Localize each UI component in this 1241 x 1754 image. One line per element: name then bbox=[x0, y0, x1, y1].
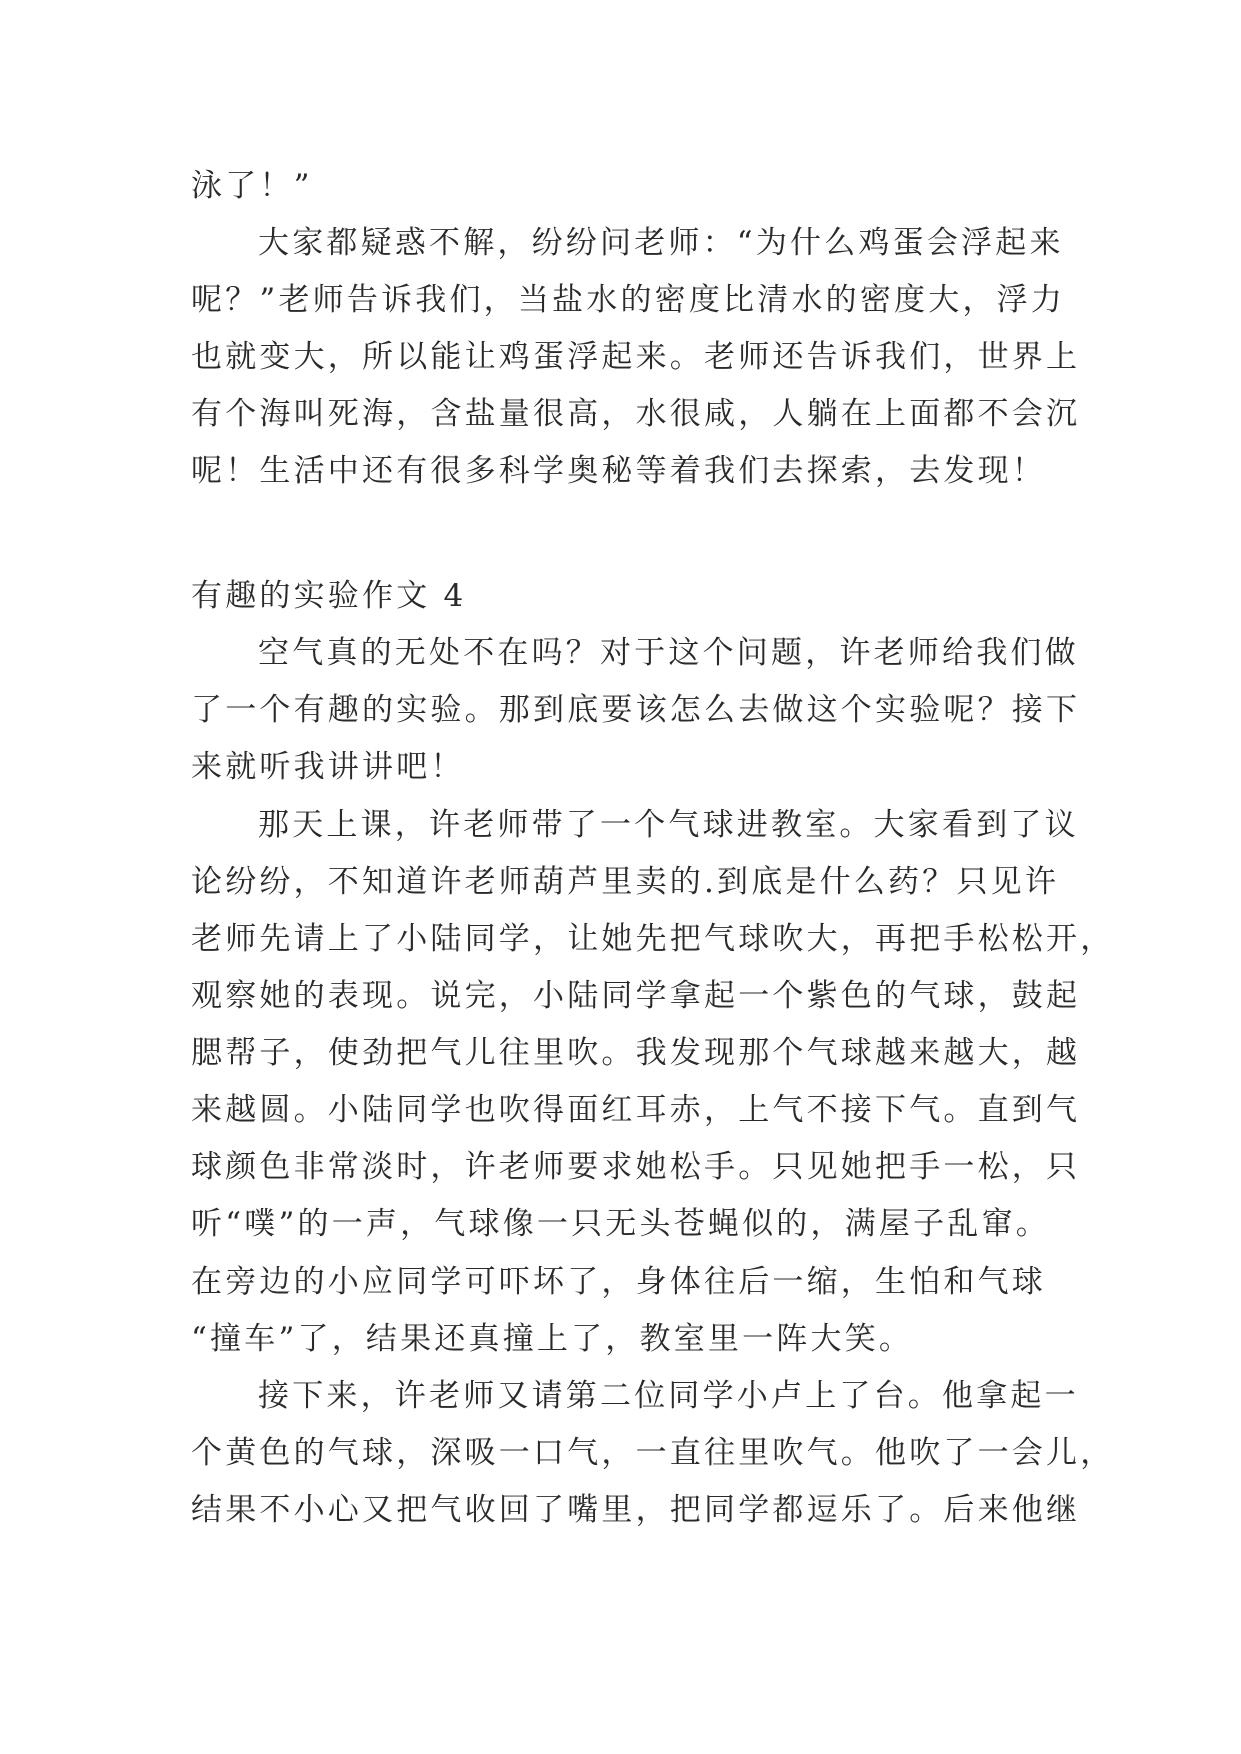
text-line: 在旁边的小应同学可吓坏了，身体往后一缩，生怕和气球 bbox=[191, 1264, 1046, 1300]
text-line: 来就听我讲讲吧！ bbox=[191, 749, 465, 785]
text-line: 呢！生活中还有很多科学奥秘等着我们去探索，去发现！ bbox=[191, 453, 1046, 489]
text-line: 泳了！” bbox=[191, 168, 313, 204]
text-line: 来越圆。小陆同学也吹得面红耳赤，上气不接下气。直到气 bbox=[191, 1092, 1081, 1128]
paragraph-first-line: 接下来，许老师又请第二位同学小卢上了台。他拿起一 bbox=[258, 1378, 1079, 1414]
text-line: 也就变大，所以能让鸡蛋浮起来。老师还告诉我们，世界上 bbox=[191, 339, 1081, 375]
text-line: 球颜色非常淡时，许老师要求她松手。只见她把手一松，只 bbox=[191, 1149, 1081, 1185]
text-line: 论纷纷，不知道许老师葫芦里卖的.到底是什么药？只见许 bbox=[191, 864, 1060, 900]
paragraph-first-line: 大家都疑惑不解，纷纷问老师：“为什么鸡蛋会浮起来 bbox=[258, 225, 1064, 261]
text-line: 有个海叫死海，含盐量很高，水很咸，人躺在上面都不会沉 bbox=[191, 396, 1081, 432]
text-line: 老师先请上了小陆同学，让她先把气球吹大，再把手松松开， bbox=[191, 921, 1115, 957]
text-line: 结果不小心又把气收回了嘴里，把同学都逗乐了。后来他继 bbox=[191, 1492, 1081, 1528]
text-line: 观察她的表现。说完，小陆同学拿起一个紫色的气球，鼓起 bbox=[191, 978, 1081, 1014]
text-line: 听“噗”的一声，气球像一只无头苍蝇似的，满屋子乱窜。 bbox=[191, 1206, 1050, 1242]
section-title: 有趣的实验作文 4 bbox=[191, 578, 467, 614]
paragraph-first-line: 那天上课，许老师带了一个气球进教室。大家看到了议 bbox=[258, 807, 1079, 843]
paragraph-first-line: 空气真的无处不在吗？对于这个问题，许老师给我们做 bbox=[258, 635, 1079, 671]
text-line: 呢？”老师告诉我们，当盐水的密度比清水的密度大，浮力 bbox=[191, 282, 1066, 318]
text-line: 腮帮子，使劲把气儿往里吹。我发现那个气球越来越大，越 bbox=[191, 1035, 1081, 1071]
text-line: 个黄色的气球，深吸一口气，一直往里吹气。他吹了一会儿， bbox=[191, 1435, 1115, 1471]
text-line: 了一个有趣的实验。那到底要该怎么去做这个实验呢？接下 bbox=[191, 692, 1081, 728]
text-line: “撞车”了，结果还真撞上了，教室里一阵大笑。 bbox=[191, 1321, 914, 1357]
